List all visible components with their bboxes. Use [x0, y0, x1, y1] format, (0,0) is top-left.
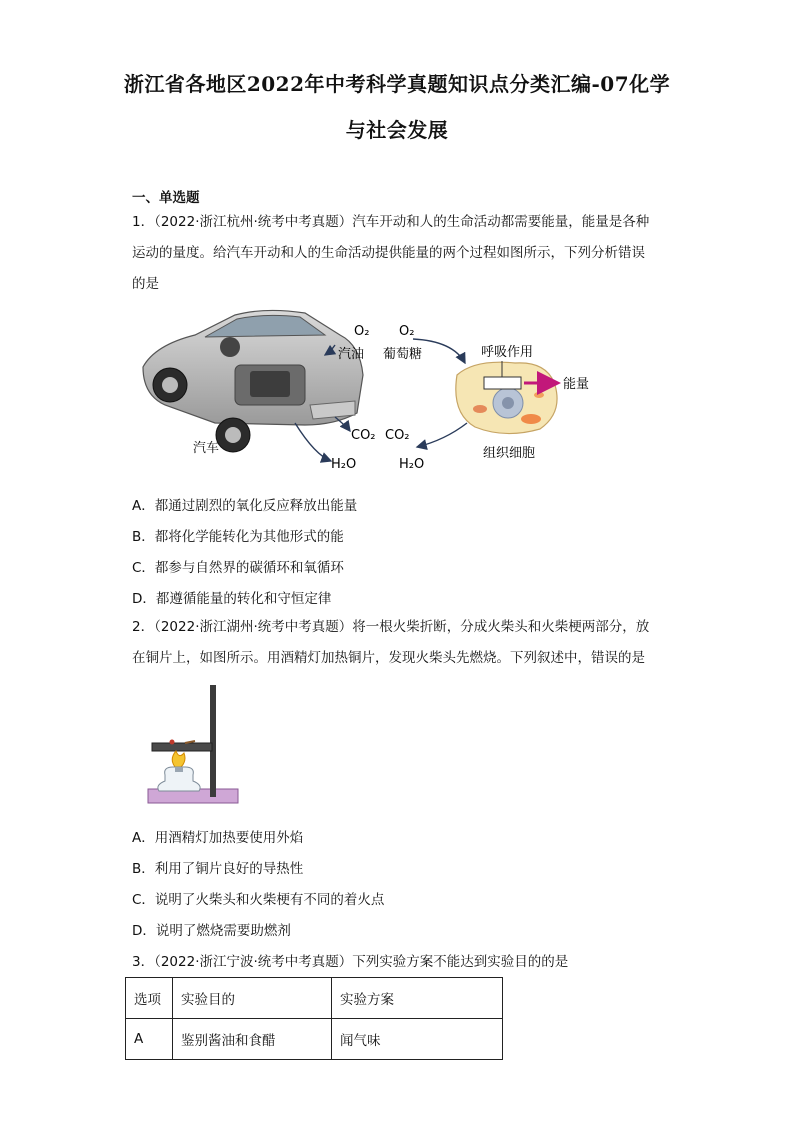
car-illustration: [143, 310, 363, 456]
q2-figure: [143, 681, 243, 809]
table-header-option: 选项: [126, 978, 173, 1019]
iron-stand-rod: [210, 685, 216, 797]
q3-table: [125, 977, 503, 1060]
question-1-line-2: 运动的量度。给汽车开动和人的生命活动提供能量的两个过程如图所示，下列分析错误: [132, 245, 645, 261]
co2-right-label: CO₂: [385, 428, 410, 443]
co2-left-label: CO₂: [351, 428, 376, 443]
table-cell: 鉴别酱油和食醋: [173, 1019, 332, 1060]
lamp-wick-holder: [175, 767, 183, 772]
q1-option-c: C．都参与自然界的碳循环和氧循环: [132, 560, 344, 576]
car-label: 汽车: [193, 441, 220, 456]
copper-plate: [152, 743, 212, 751]
arrow-car-h2o: [295, 423, 331, 461]
cell-illustration: [456, 361, 557, 434]
section-heading: 一、单选题: [132, 190, 200, 206]
question-1-line-1: 1．（2022·浙江杭州·统考中考真题）汽车开动和人的生命活动都需要能量，能量是各种: [132, 214, 650, 230]
document-title-line2: 与社会发展: [345, 118, 449, 142]
table-cell: A: [126, 1019, 173, 1060]
table-header-row: [126, 978, 503, 1019]
q1-option-a: A．都通过剧烈的氧化反应释放出能量: [132, 498, 358, 514]
fuel-label: 汽油: [338, 347, 365, 362]
q2-option-c: C．说明了火柴头和火柴梗有不同的着火点: [132, 892, 385, 908]
q2-option-b: B．利用了铜片良好的导热性: [132, 861, 304, 877]
q1-figure: [135, 305, 615, 477]
question-1-line-3: 的是: [132, 276, 159, 292]
glucose-label: 葡萄糖: [383, 347, 423, 362]
arrow-cell-co2-h2o: [417, 423, 467, 447]
table-header-method: 实验方案: [332, 978, 503, 1019]
table-cell: 闻气味: [332, 1019, 503, 1060]
q2-option-d: D．说明了燃烧需要助燃剂: [132, 923, 291, 939]
question-2-line-1: 2．（2022·浙江湖州·统考中考真题）将一根火柴折断，分成火柴头和火柴梗两部分，放: [132, 619, 650, 635]
q1-option-b: B．都将化学能转化为其他形式的能: [132, 529, 344, 545]
question-2: [132, 612, 662, 674]
o2-right-label: O₂: [399, 324, 415, 339]
question-3: 3．（2022·浙江宁波·统考中考真题）下列实验方案不能达到实验目的的是: [132, 954, 569, 970]
q1-option-d: D．都遵循能量的转化和守恒定律: [132, 591, 332, 607]
flame: [172, 751, 185, 767]
h2o-left-label: H₂O: [331, 457, 357, 472]
table-row: [126, 1019, 503, 1060]
q2-option-a: A．用酒精灯加热要使用外焰: [132, 830, 304, 846]
question-2-line-2: 在铜片上，如图所示。用酒精灯加热铜片，发现火柴头先燃烧。下列叙述中，错误的是: [132, 650, 645, 666]
match-head: [170, 740, 175, 745]
energy-label: 能量: [563, 377, 590, 392]
respiration-label: 呼吸作用: [481, 345, 534, 360]
table-header-goal: 实验目的: [173, 978, 332, 1019]
document-title-line1: 浙江省各地区2022年中考科学真题知识点分类汇编-07化学: [123, 72, 671, 96]
h2o-right-label: H₂O: [399, 457, 425, 472]
question-1: [132, 207, 662, 300]
cell-label: 组织细胞: [483, 446, 536, 461]
o2-left-label: O₂: [354, 324, 370, 339]
